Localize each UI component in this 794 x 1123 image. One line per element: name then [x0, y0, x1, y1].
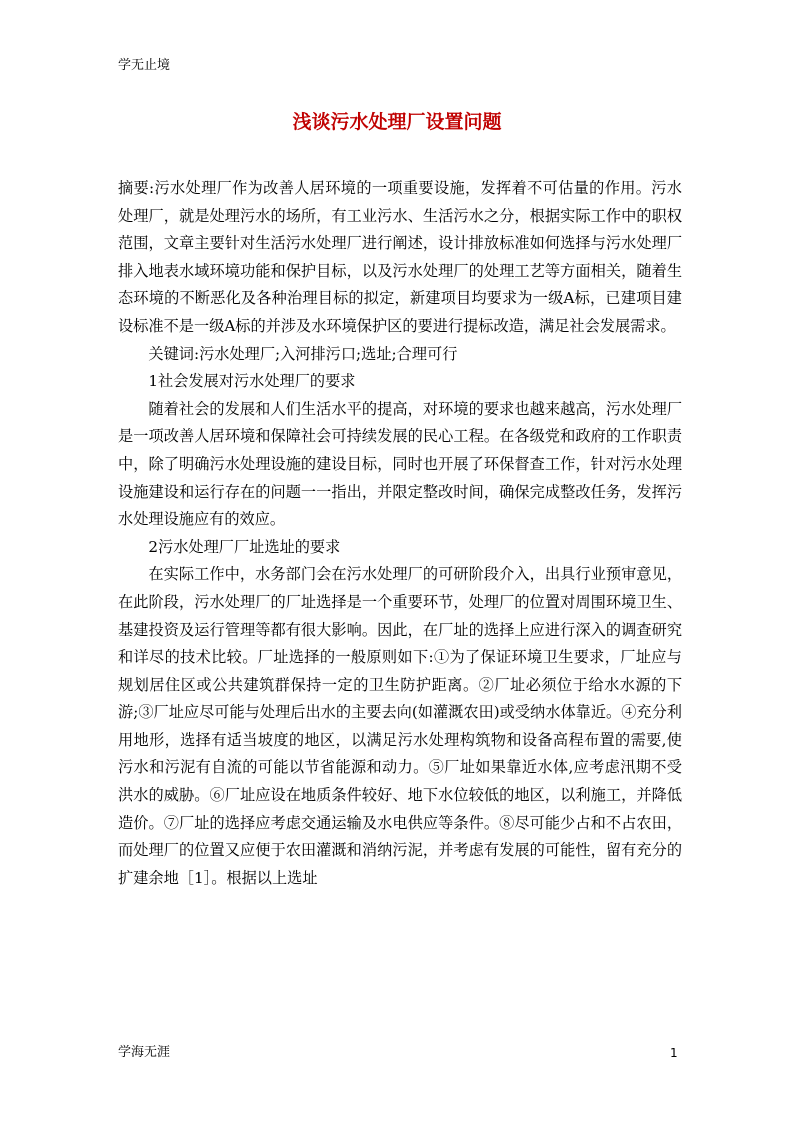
- section-heading-2: 2污水处理厂厂址选址的要求: [148, 537, 341, 556]
- keywords-paragraph: 关键词:污水处理厂;入河排污口;选址;合理可行: [148, 344, 458, 363]
- page-number: 1: [670, 1046, 678, 1060]
- section-heading-1: 1社会发展对污水处理厂的要求: [148, 372, 356, 391]
- abstract-paragraph: 摘要:污水处理厂作为改善人居环境的一项重要设施，发挥着不可估量的作用。污水处理厂，就是处理污水的场所，有工业污水、生活污水之分，根据实际工作中的职权范围，文章主要针对生活污水处理厂进行阐述，设计排放标准如何选择与污水处理厂排入地表水域环境功能和保护目标，以及污水处理厂的处理工艺等方面相关，随着生态环境的不断恶化及各种治理目标的拟定，新建项目均要求为一级A标，已建项目建设标准不是一级A标的并涉及水环境保护区的要进行提标改造，满足社会发展需求。: [118, 179, 682, 335]
- footer-text: 学海无涯: [118, 1045, 171, 1060]
- document-body: [118, 175, 682, 892]
- header-text: 学无止境: [118, 58, 171, 73]
- document-title: 浅谈污水处理厂设置问题: [292, 111, 502, 133]
- section-2-paragraph: 在实际工作中，水务部门会在污水处理厂的可研阶段介入，出具行业预审意见，在此阶段，污水处理厂的厂址选择是一个重要环节，处理厂的位置对周围环境卫生、基建投资及运行管理等都有很大影响。因此，在厂址的选择上应进行深入的调查研究和详尽的技术比较。厂址选择的一般原则如下:①为了保证环境卫生要求，厂址应与规划居住区或公共建筑群保持一定的卫生防护距离。②厂址必须位于给水水源的下游;③厂址应尽可能与处理后出水的主要去向(如灌溉农田)或受纳水体靠近。④充分利用地形，选择有适当坡度的地区，以满足污水处理构筑物和设备高程布置的需要,使污水和污泥有自流的可能以节省能源和动力。⑤厂址如果靠近水体,应考虑汛期不受洪水的威胁。⑥厂址应设在地质条件较好、地下水位较低的地区，以利施工，并降低造价。⑦厂址的选择应考虑交通运输及水电供应等条件。⑧尽可能少占和不占农田，而处理厂的位置又应便于农田灌溉和消纳污泥，并考虑有发展的可能性，留有充分的扩建余地［1］。根据以上选址: [118, 565, 682, 887]
- section-1-paragraph: 随着社会的发展和人们生活水平的提高，对环境的要求也越来越高，污水处理厂是一项改善人居环境和保障社会可持续发展的民心工程。在各级党和政府的工作职责中，除了明确污水处理设施的建设目标，同时也开展了环保督查工作，针对污水处理设施建设和运行存在的问题一一指出，并限定整改时间，确保完成整改任务，发挥污水处理设施应有的效应。: [118, 399, 682, 529]
